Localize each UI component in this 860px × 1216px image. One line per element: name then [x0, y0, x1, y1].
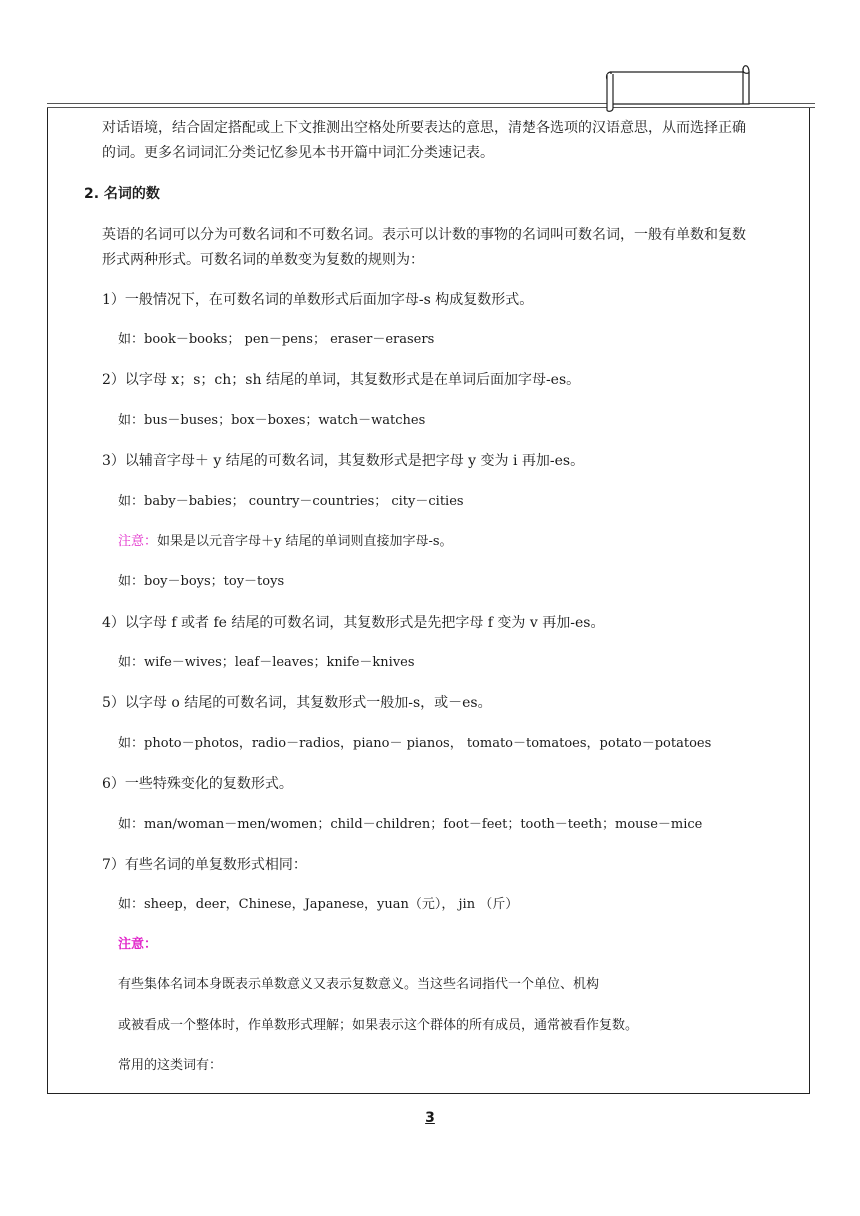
note-1 — [118, 532, 453, 552]
note-2-line-1: 有些集体名词本身既表示单数意义又表示复数意义。当这些名词指代一个单位、机构 — [118, 977, 600, 992]
intro-line-1: 对话语境，结合固定搭配或上下文推测出空格处所要表达的意思，清楚各选项的汉语意思，从而选择正确 — [102, 120, 746, 136]
page-number: 3 — [425, 1110, 435, 1126]
note-2-line-3: 常用的这类词有： — [118, 1058, 223, 1073]
scroll-banner-icon — [603, 60, 755, 112]
note-1-label: 注意： — [118, 534, 158, 549]
rule-1: 1）一般情况下，在可数名词的单数形式后面加字母-s 构成复数形式。 — [102, 292, 534, 308]
rule-6-example: 如：man/woman－men/women；child－children；foot－feet；tooth－teeth；mouse－mice — [118, 817, 703, 832]
rule-2: 2）以字母 x；s；ch；sh 结尾的单词，其复数形式是在单词后面加字母-es。 — [102, 372, 581, 388]
desc-line-1: 英语的名词可以分为可数名词和不可数名词。表示可以计数的事物的名词叫可数名词，一般有单数和复数 — [102, 227, 746, 243]
note-2-line-2: 或被看成一个整体时，作单数形式理解；如果表示这个群体的所有成员，通常被看作复数。 — [118, 1018, 639, 1033]
rule-7: 7）有些名词的单复数形式相同： — [102, 857, 307, 873]
section-heading: 2. 名词的数 — [84, 186, 160, 202]
rule-5-example: 如：photo－photos，radio－radios，piano－ pianos， tomato－tomatoes，potato－potatoes — [118, 736, 712, 751]
note-1-text: 如果是以元音字母＋y 结尾的单词则直接加字母-s。 — [157, 534, 453, 549]
rule-7-example: 如：sheep，deer，Chinese，Japanese，yuan（元）， jin （斤） — [118, 897, 519, 912]
intro-line-2: 的词。更多名词词汇分类记忆参见本书开篇中词汇分类速记表。 — [102, 145, 494, 161]
rule-4: 4）以字母 f 或者 fe 结尾的可数名词，其复数形式是先把字母 f 变为 v 再加-es。 — [102, 615, 605, 631]
rule-3-example: 如：baby－babies； country－countries； city－cities — [118, 494, 464, 509]
rule-6: 6）一些特殊变化的复数形式。 — [102, 776, 293, 792]
rule-5: 5）以字母 o 结尾的可数名词，其复数形式一般加-s，或－es。 — [102, 695, 492, 711]
desc-line-2: 形式两种形式。可数名词的单数变为复数的规则为： — [102, 252, 424, 268]
note-1-example: 如：boy－boys；toy－toys — [118, 574, 285, 589]
note-2-label: 注意： — [118, 937, 158, 952]
rule-1-example: 如：book－books； pen－pens； eraser－erasers — [118, 332, 435, 347]
rule-3: 3）以辅音字母＋ y 结尾的可数名词，其复数形式是把字母 y 变为 i 再加-es。 — [102, 453, 585, 469]
rule-4-example: 如：wife－wives；leaf－leaves；knife－knives — [118, 655, 415, 670]
rule-2-example: 如：bus－buses；box－boxes；watch－watches — [118, 413, 426, 428]
